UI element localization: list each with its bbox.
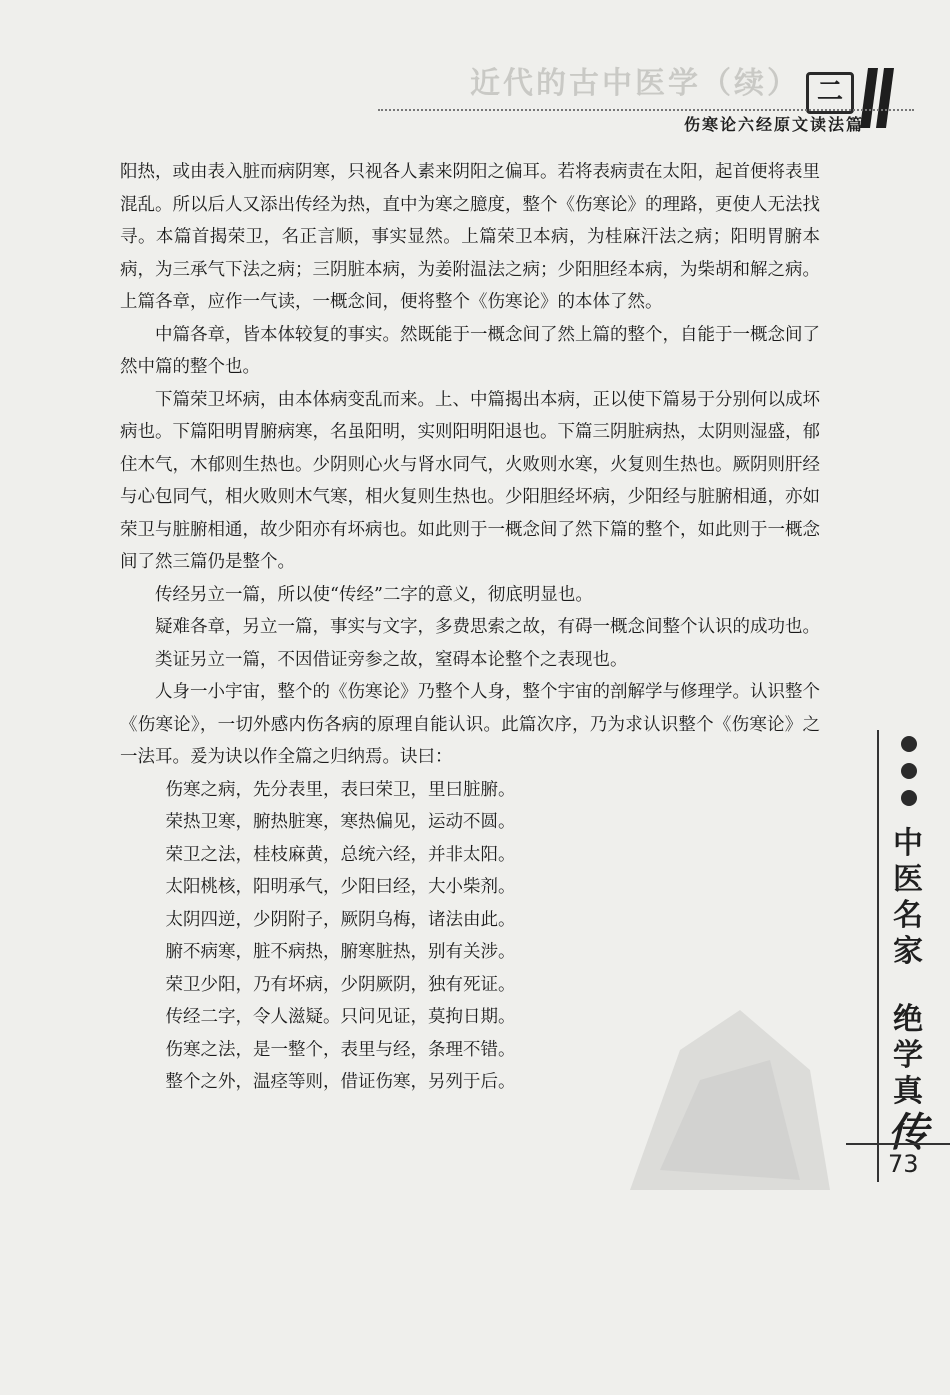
- bullet-dot-icon: [901, 736, 917, 752]
- book-series-vertical-title: [888, 826, 928, 1156]
- series-title: 近代的古中医学（续）: [470, 66, 800, 101]
- title-char: 真: [893, 1074, 923, 1109]
- verse-line: 传经二字，令人滋疑。只问见证，莫拘日期。: [165, 1007, 516, 1027]
- paragraph: 传经另立一篇，所以使“传经”二字的意义，彻底明显也。: [155, 584, 593, 605]
- chapter-subtitle: 伤寒论六经原文读法篇: [683, 115, 864, 134]
- page-number-rule: [846, 1143, 950, 1145]
- bullet-dot-icon: [901, 763, 917, 779]
- margin-vertical-rule: [877, 730, 879, 1182]
- paragraph: 中篇各章，皆本体较复的事实。然既能于一概念间了然上篇的整个，自能于一概念间了然中篇的整个也。: [120, 324, 820, 377]
- paragraph: 类证另立一篇，不因借证旁参之故，窒碍本论整个之表现也。: [155, 649, 628, 670]
- title-char: 中: [893, 826, 923, 861]
- page-number: 73: [888, 1150, 919, 1178]
- verse-line: 太阴四逆，少阴附子，厥阴乌梅，诸法由此。: [165, 909, 516, 930]
- main-text: [120, 156, 820, 1099]
- paragraph: 疑难各章，另立一篇，事实与文字，多费思索之故，有碍一概念间整个认识的成功也。: [155, 617, 820, 637]
- verse-line: 伤寒之病，先分表里，表曰荣卫，里曰脏腑。: [165, 779, 516, 800]
- paragraph: 阳热，或由表入脏而病阴寒，只视各人素来阴阳之偏耳。若将表病责在太阳，起首便将表里混乱。所以后人又添出传经为热，直中为寒之臆度，整个《伤寒论》的理路，更使人无法找寻。本篇首揭荣卫，名正言顺，事实显然。上篇荣卫本病，为桂麻汗法之病；阳明胃腑本病，为三承气下法之病；三阴脏本病，为姜附温法之病；少阳胆经本病，为柴胡和解之病。上篇各章，应作一气读，一概念间，便将整个《伤寒论》的本体了然。: [120, 162, 820, 312]
- title-char: 医: [893, 862, 923, 897]
- paragraph: 人身一小宇宙，整个的《伤寒论》乃整个人身，整个宇宙的剖解学与修理学。认识整个《伤寒论》，一切外感内伤各病的原理自能认识。此篇次序，乃为求认识整个《伤寒论》之一法耳。爰为诀以作全篇之归纳焉。诀曰：: [120, 682, 820, 767]
- verse-line: 整个之外，温痉等则，借证伤寒，另列于后。: [165, 1072, 516, 1092]
- title-char: 学: [893, 1038, 923, 1073]
- verse-line: 荣卫之法，桂枝麻黄，总统六经，并非太阳。: [165, 844, 516, 865]
- title-char: 家: [893, 934, 923, 969]
- title-char: 名: [893, 898, 923, 933]
- verse-line: 太阳桃核，阳明承气，少阳曰经，大小柴剂。: [165, 877, 516, 897]
- verse-line: 腑不病寒，脏不病热，腑寒脏热，别有关涉。: [165, 942, 516, 962]
- bullet-dot-icon: [901, 790, 917, 806]
- verse-line: 荣卫少阳，乃有坏病，少阴厥阴，独有死证。: [165, 974, 516, 995]
- paragraph: 下篇荣卫坏病，由本体病变乱而来。上、中篇揭出本病，正以使下篇易于分别何以成坏病也。下篇阳明胃腑病寒，名虽阳明，实则阳明阳退也。下篇三阴脏病热，太阴则湿盛，郁住木气，木郁则生热也。少阴则心火与肾水同气，火败则水寒，火复则生热也。厥阴则肝经与心包同气，相火败则木气寒，相火复则生热也。少阳胆经坏病，少阳经与脏腑相通，亦如荣卫与脏腑相通，故少阳亦有坏病也。如此则于一概念间了然下篇的整个，如此则于一概念间了然三篇仍是整个。: [120, 389, 820, 572]
- header-slash-ornament-icon: [858, 68, 898, 128]
- header-rule: [378, 109, 914, 111]
- title-char: 绝: [893, 1002, 923, 1037]
- verse-line: 荣热卫寒，腑热脏寒，寒热偏见，运动不圆。: [165, 812, 516, 832]
- verse-line: 伤寒之法，是一整个，表里与经，条理不错。: [165, 1039, 516, 1060]
- chapter-number-badge: 二: [806, 72, 854, 114]
- margin-dots: [898, 736, 920, 816]
- title-char: 传: [888, 1109, 928, 1156]
